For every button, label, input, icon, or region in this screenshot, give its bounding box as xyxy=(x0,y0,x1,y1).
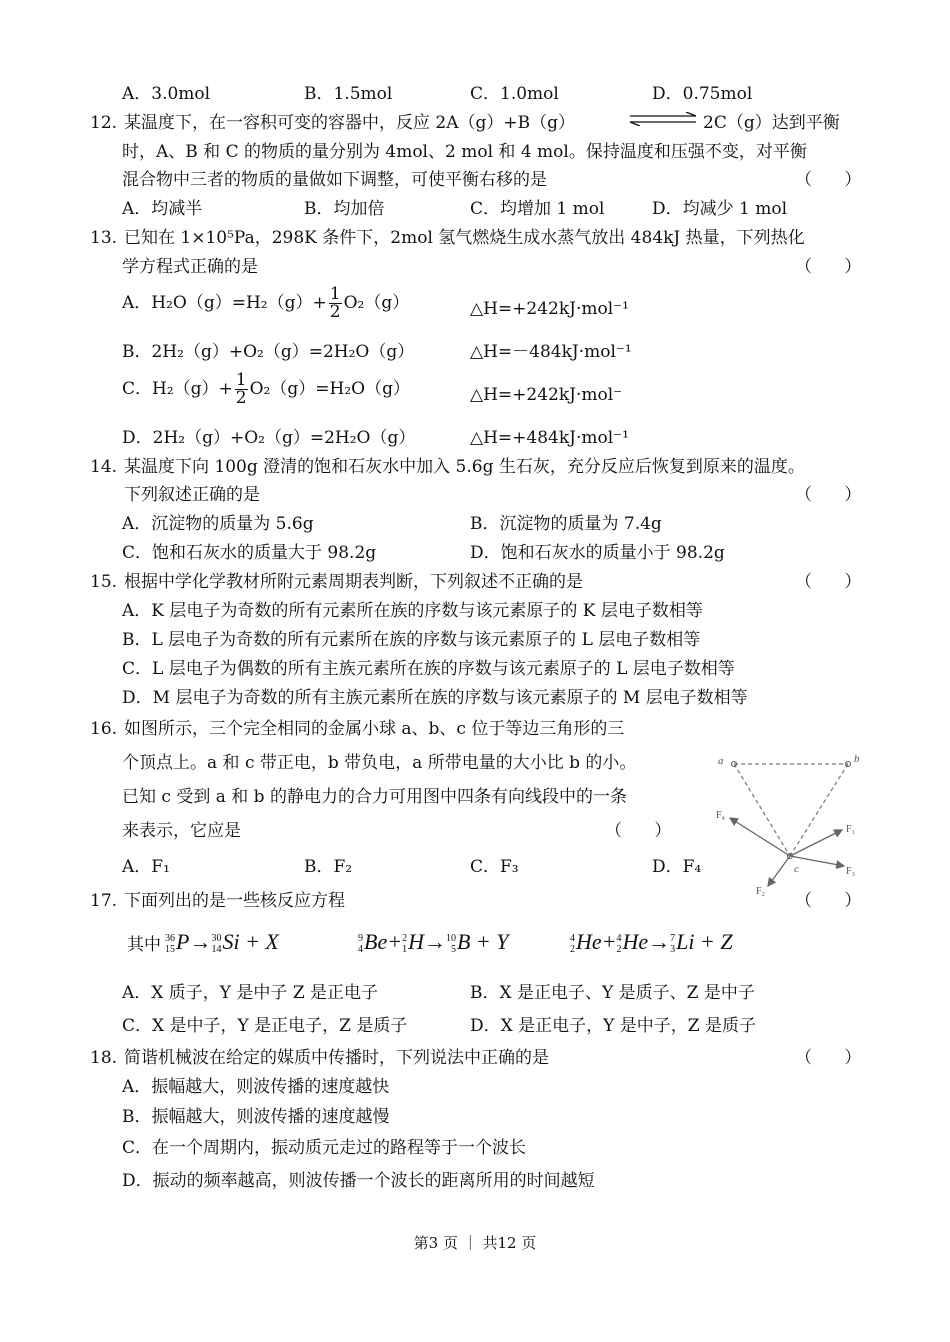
q12-stem-line2: 时，A、B 和 C 的物质的量分别为 4mol、2 mol 和 4 mol。保持温度和压强不变，对平衡 xyxy=(122,142,807,162)
q16-stem-line2: 个顶点上。a 和 c 带正电，b 带负电，a 所带电量的大小比 b 的小。 xyxy=(122,753,637,773)
q15-number: 15. xyxy=(90,572,118,592)
q16-stem-line4: 来表示，它应是 xyxy=(122,821,241,841)
q12-stem-line3: 混合物中三者的物质的量做如下调整，可使平衡右移的是 xyxy=(122,170,547,190)
q16-option-b: B．F₂ xyxy=(304,857,353,877)
q18-option-c: C．在一个周期内，振动质元走过的路程等于一个波长 xyxy=(122,1138,527,1158)
q13-number: 13. xyxy=(90,228,118,248)
nuclear-equation-1: 36 15P→30 14Si + X xyxy=(165,929,279,955)
q13-option-b: B．2H₂（g）+O₂（g）=2H₂O（g） xyxy=(122,342,415,362)
q18-number: 18. xyxy=(90,1048,118,1068)
q18-option-d: D．振动的频率越高，则波传播一个波长的距离所用的时间越短 xyxy=(122,1171,595,1191)
q16-stem-line1: 如图所示，三个完全相同的金属小球 a、b、c 位于等边三角形的三 xyxy=(124,719,625,739)
q13-option-b-enthalpy: △H=－484kJ·mol⁻¹ xyxy=(470,342,632,362)
q15-option-d: D．M 层电子为奇数的所有主族元素所在族的序数与该元素原子的 M 层电子数相等 xyxy=(122,688,748,708)
page-footer: 第3 页 ｜ 共12 页 xyxy=(413,1234,537,1252)
q17-option-b: B．X 是正电子、Y 是质子、Z 是中子 xyxy=(470,983,755,1003)
nuclear-equation-2: 9 4Be+2 1H→10 5B + Y xyxy=(358,929,509,955)
q16-option-a: A．F₁ xyxy=(122,857,170,877)
q16-answer-paren: （ ） xyxy=(605,821,672,841)
equilibrium-arrow-icon xyxy=(628,112,698,126)
fraction-denominator: 2 xyxy=(235,388,247,408)
figure-label-c: c xyxy=(794,863,799,875)
q13-stem-line1: 已知在 1×10⁵Pa，298K 条件下，2mol 氢气燃烧生成水蒸气放出 484kJ 热量，下列热化 xyxy=(124,228,805,248)
q12-option-c: C．均增加 1 mol xyxy=(470,199,605,219)
q16-option-c: C．F₃ xyxy=(470,857,519,877)
q15-answer-paren: （ ） xyxy=(795,572,862,592)
figure-label-b: b xyxy=(854,753,860,765)
q12-option-a: A．均减半 xyxy=(122,199,203,219)
iso-3a: 4 2 xyxy=(570,932,575,955)
q16-stem-line3: 已知 c 受到 a 和 b 的静电力的合力可用图中四条有向线段中的一条 xyxy=(122,787,627,807)
q12-option-d: D．均减少 1 mol xyxy=(652,199,788,219)
figure-label-a: a xyxy=(718,755,724,767)
q13-option-c xyxy=(122,372,410,407)
q14-number: 14. xyxy=(90,457,118,477)
iso-3c: 7 3 xyxy=(670,932,676,955)
q15-stem: 根据中学化学教材所附元素周期表判断，下列叙述不正确的是 xyxy=(124,572,583,592)
q15-option-c: C．L 层电子为偶数的所有主族元素所在族的序数与该元素原子的 L 层电子数相等 xyxy=(122,659,735,679)
q12-stem-line1: 某温度下，在一容积可变的容器中，反应 2A（g）+B（g） xyxy=(124,113,575,133)
q11-option-a: A．3.0mol xyxy=(122,84,211,104)
force-triangle-figure xyxy=(712,748,872,898)
q13-stem-line2: 学方程式正确的是 xyxy=(122,257,258,277)
iso-2b: 2 1 xyxy=(402,932,408,955)
q17-option-c: C．X 是中子，Y 是正电子，Z 是质子 xyxy=(122,1016,408,1036)
q17-option-a: A．X 质子，Y 是中子 Z 是正电子 xyxy=(122,983,379,1003)
figure-label-f1: F₁ xyxy=(846,824,856,835)
q14-answer-paren: （ ） xyxy=(795,485,862,505)
iso-1b: 30 14 xyxy=(211,932,222,955)
q15-option-a: A．K 层电子为奇数的所有元素所在族的序数与该元素原子的 K 层电子数相等 xyxy=(122,601,703,621)
q18-stem: 简谐机械波在给定的媒质中传播时，下列说法中正确的是 xyxy=(124,1048,549,1068)
figure-label-f3: F₃ xyxy=(846,866,856,877)
q13-option-c-enthalpy: △H=+242kJ·mol⁻ xyxy=(470,385,623,405)
fraction-numerator: 1 xyxy=(329,284,341,304)
q13-option-d-enthalpy: △H=+484kJ·mol⁻¹ xyxy=(470,428,629,448)
q14-option-a: A．沉淀物的质量为 5.6g xyxy=(122,514,314,534)
nuclear-equation-3: 4 2He+4 2He→7 3Li + Z xyxy=(570,929,733,955)
fraction-half xyxy=(235,372,248,407)
q12-number: 12. xyxy=(90,113,118,133)
q14-option-d: D．饱和石灰水的质量小于 98.2g xyxy=(470,543,725,563)
iso-2c: 10 5 xyxy=(445,932,456,955)
iso-2a: 9 4 xyxy=(358,932,363,955)
q18-option-a: A．振幅越大，则波传播的速度越快 xyxy=(122,1077,390,1097)
q13-option-a xyxy=(122,286,409,321)
q11-option-c: C．1.0mol xyxy=(470,84,559,104)
q17-number: 17. xyxy=(90,891,118,911)
iso-1a: 36 15 xyxy=(165,932,175,955)
figure-label-f4: F₄ xyxy=(716,810,726,821)
q14-option-b: B．沉淀物的质量为 7.4g xyxy=(470,514,662,534)
q13-option-a-enthalpy: △H=+242kJ·mol⁻¹ xyxy=(470,299,629,319)
q17-stem: 下面列出的是一些核反应方程 xyxy=(124,891,345,911)
q17-eq-prefix: 其中 xyxy=(127,935,161,955)
q12-answer-paren: （ ） xyxy=(795,170,862,190)
q14-stem-line1: 某温度下向 100g 澄清的饱和石灰水中加入 5.6g 生石灰，充分反应后恢复到原来的温度。 xyxy=(124,457,805,477)
q12-stem-line1b: 2C（g）达到平衡 xyxy=(703,113,840,133)
q18-option-b: B．振幅越大，则波传播的速度越慢 xyxy=(122,1107,390,1127)
q13-option-d: D．2H₂（g）+O₂（g）=2H₂O（g） xyxy=(122,428,416,448)
q13-option-c-right: O₂（g）=H₂O（g） xyxy=(249,379,410,399)
q13-option-a-right: O₂（g） xyxy=(343,293,410,313)
figure-label-f2: F₂ xyxy=(756,886,766,897)
iso-3b: 4 2 xyxy=(616,932,622,955)
q13-option-c-left: C．H₂（g）+ xyxy=(122,379,233,399)
q13-answer-paren: （ ） xyxy=(795,257,862,277)
q18-answer-paren: （ ） xyxy=(795,1048,862,1068)
q13-option-a-left: A．H₂O（g）=H₂（g）+ xyxy=(122,293,327,313)
fraction-numerator: 1 xyxy=(235,370,247,390)
q17-answer-paren: （ ） xyxy=(795,891,862,911)
q16-number: 16. xyxy=(90,719,118,739)
fraction-half xyxy=(329,286,342,321)
q12-option-b: B．均加倍 xyxy=(304,199,385,219)
fraction-denominator: 2 xyxy=(329,302,341,322)
q14-stem-line2: 下列叙述正确的是 xyxy=(124,485,260,505)
q11-option-b: B．1.5mol xyxy=(304,84,393,104)
q17-option-d: D．X 是正电子，Y 是中子，Z 是质子 xyxy=(470,1016,756,1036)
q16-option-d: D．F₄ xyxy=(652,857,702,877)
q15-option-b: B．L 层电子为奇数的所有元素所在族的序数与该元素原子的 L 层电子数相等 xyxy=(122,630,701,650)
q11-option-d: D．0.75mol xyxy=(652,84,753,104)
q14-option-c: C．饱和石灰水的质量大于 98.2g xyxy=(122,543,377,563)
